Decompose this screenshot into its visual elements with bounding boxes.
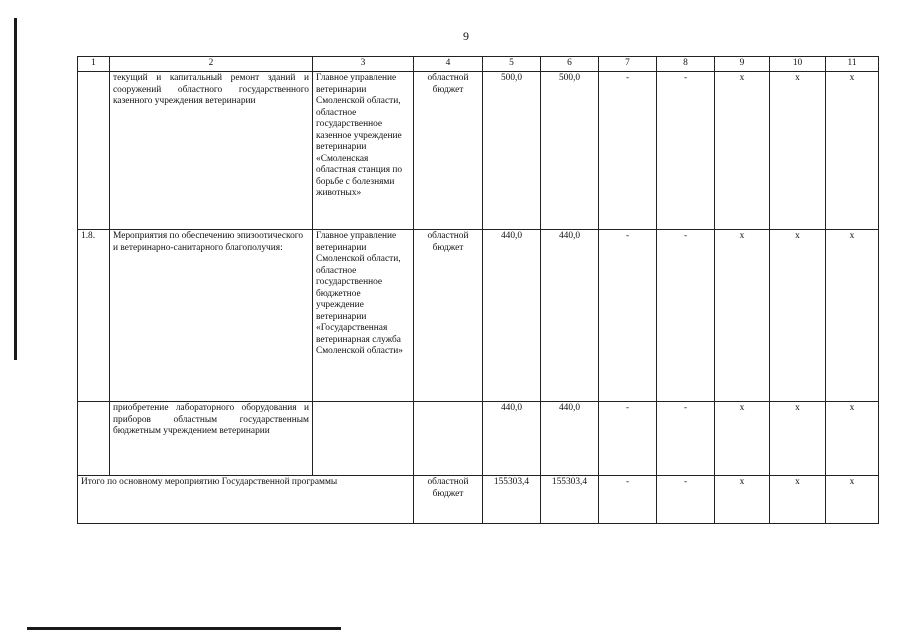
amount-year: - bbox=[599, 476, 657, 524]
indicator-cell: x bbox=[715, 230, 770, 402]
executor bbox=[313, 402, 414, 476]
amount-year: - bbox=[657, 402, 715, 476]
indicator-cell: x bbox=[770, 72, 826, 230]
amount-total: 155303,4 bbox=[483, 476, 541, 524]
amount-year: - bbox=[657, 72, 715, 230]
total-label: Итого по основному мероприятию Государственной программы bbox=[78, 476, 414, 524]
amount-year: - bbox=[599, 402, 657, 476]
indicator-cell: x bbox=[826, 230, 879, 402]
indicator-cell: x bbox=[770, 230, 826, 402]
row-number bbox=[78, 72, 110, 230]
table-row bbox=[78, 72, 879, 230]
amount-year: 440,0 bbox=[541, 402, 599, 476]
amount-year: - bbox=[599, 230, 657, 402]
indicator-cell: x bbox=[826, 72, 879, 230]
funding-source: областной бюджет bbox=[414, 230, 483, 402]
amount-total: 440,0 bbox=[483, 230, 541, 402]
column-header: 8 bbox=[657, 57, 715, 72]
amount-year: 155303,4 bbox=[541, 476, 599, 524]
column-header: 7 bbox=[599, 57, 657, 72]
column-header: 2 bbox=[110, 57, 313, 72]
column-header: 10 bbox=[770, 57, 826, 72]
row-number: 1.8. bbox=[78, 230, 110, 402]
indicator-cell: x bbox=[826, 476, 879, 524]
funding-source: областной бюджет bbox=[414, 72, 483, 230]
column-header: 9 bbox=[715, 57, 770, 72]
activity-name: Мероприятия по обеспечению эпизоотического и ветеринарно-санитарного благополучия: bbox=[110, 230, 313, 402]
amount-year: - bbox=[657, 476, 715, 524]
activity-name: текущий и капитальный ремонт зданий и сооружений областного государственного казенного учреждения ветеринарии bbox=[110, 72, 313, 230]
amount-total: 440,0 bbox=[483, 402, 541, 476]
column-header: 4 bbox=[414, 57, 483, 72]
table-row bbox=[78, 230, 879, 402]
indicator-cell: x bbox=[770, 402, 826, 476]
amount-year: 440,0 bbox=[541, 230, 599, 402]
table-row bbox=[78, 402, 879, 476]
indicator-cell: x bbox=[826, 402, 879, 476]
column-header: 1 bbox=[78, 57, 110, 72]
executor: Главное управление ветеринарии Смоленской области, областное государственное казенное учреждение ветеринарии «Смоленская областная станция по борьбе с болезнями животных» bbox=[313, 72, 414, 230]
indicator-cell: x bbox=[715, 72, 770, 230]
total-row bbox=[78, 476, 879, 524]
amount-total: 500,0 bbox=[483, 72, 541, 230]
column-number-row bbox=[78, 57, 879, 72]
column-header: 5 bbox=[483, 57, 541, 72]
indicator-cell: x bbox=[715, 402, 770, 476]
funding-source bbox=[414, 402, 483, 476]
activity-name: приобретение лабораторного оборудования и приборов областным государственным бюджетным учреждением ветеринарии bbox=[110, 402, 313, 476]
indicator-cell: x bbox=[715, 476, 770, 524]
amount-year: - bbox=[657, 230, 715, 402]
indicator-cell: x bbox=[770, 476, 826, 524]
executor: Главное управление ветеринарии Смоленской области, областное государственное бюджетное учреждение ветеринарии «Государственная ветеринарная служба Смоленской области» bbox=[313, 230, 414, 402]
budget-table bbox=[77, 56, 879, 524]
amount-year: - bbox=[599, 72, 657, 230]
scan-edge-mark-left bbox=[14, 18, 17, 360]
column-header: 3 bbox=[313, 57, 414, 72]
column-header: 11 bbox=[826, 57, 879, 72]
amount-year: 500,0 bbox=[541, 72, 599, 230]
row-number bbox=[78, 402, 110, 476]
page-number: 9 bbox=[463, 29, 469, 43]
funding-source: областной бюджет bbox=[414, 476, 483, 524]
scan-edge-mark-bottom bbox=[27, 627, 341, 630]
column-header: 6 bbox=[541, 57, 599, 72]
